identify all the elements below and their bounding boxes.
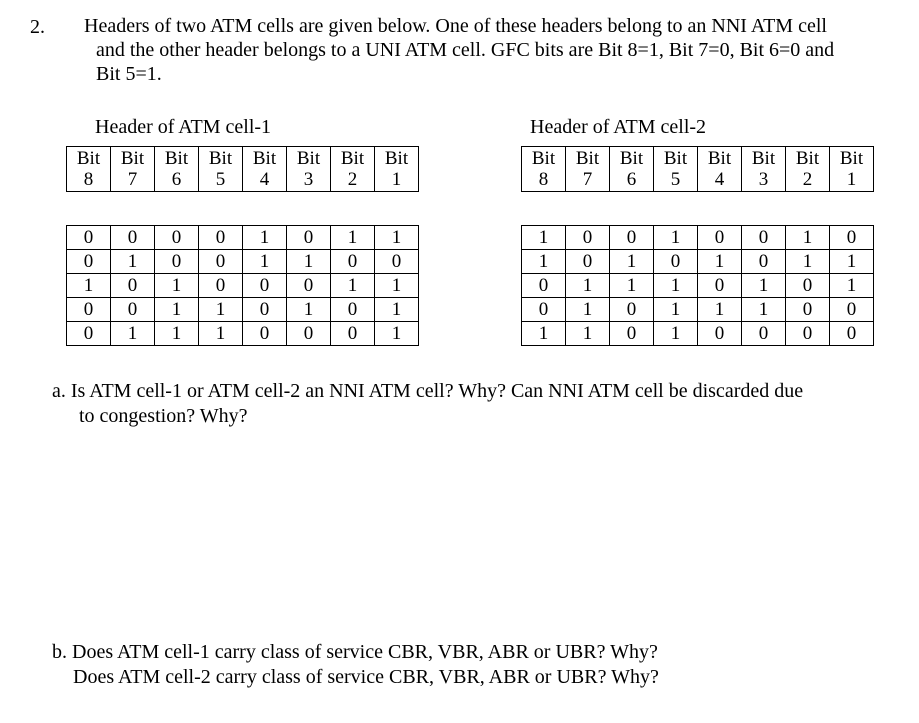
part-a-question bbox=[52, 379, 803, 429]
part-b-line: Does ATM cell-2 carry class of service CBR, VBR, ABR or UBR? Why? bbox=[73, 666, 659, 688]
bit-cell: 0 bbox=[522, 298, 566, 322]
bit-header-cell: Bit 6 bbox=[610, 147, 654, 192]
part-a-line: a. Is ATM cell-1 or ATM cell-2 an NNI ATM cell? Why? Can NNI ATM cell be discarded due bbox=[52, 380, 804, 402]
bit-cell: 0 bbox=[67, 226, 111, 250]
bit-header-cell: Bit 1 bbox=[375, 147, 419, 192]
question-intro bbox=[84, 14, 906, 86]
bit-header-cell: Bit 5 bbox=[654, 147, 698, 192]
bit-cell: 1 bbox=[375, 226, 419, 250]
intro-line: Bit 5=1. bbox=[96, 63, 162, 85]
cell1-bit-header-row bbox=[67, 147, 419, 192]
bit-header-cell: Bit 8 bbox=[67, 147, 111, 192]
bit-cell: 0 bbox=[786, 274, 830, 298]
bit-cell: 1 bbox=[654, 226, 698, 250]
bit-cell: 0 bbox=[830, 298, 874, 322]
cell2-header-bits-table bbox=[521, 225, 874, 346]
bit-cell: 1 bbox=[566, 274, 610, 298]
bit-cell: 0 bbox=[698, 226, 742, 250]
bit-header-cell: Bit 5 bbox=[199, 147, 243, 192]
bit-header-cell: Bit 7 bbox=[566, 147, 610, 192]
bit-cell: 1 bbox=[786, 250, 830, 274]
bit-row bbox=[67, 274, 419, 298]
bit-header-cell: Bit 6 bbox=[155, 147, 199, 192]
bit-cell: 1 bbox=[566, 298, 610, 322]
bit-cell: 0 bbox=[199, 274, 243, 298]
intro-line: and the other header belongs to a UNI ATM cell. GFC bits are Bit 8=1, Bit 7=0, Bit 6=0 and bbox=[96, 39, 835, 61]
bit-cell: 0 bbox=[67, 322, 111, 346]
bit-cell: 1 bbox=[698, 298, 742, 322]
bit-cell: 0 bbox=[331, 298, 375, 322]
bit-row bbox=[522, 322, 874, 346]
bit-row bbox=[67, 250, 419, 274]
bit-cell: 0 bbox=[155, 250, 199, 274]
bit-header-cell: Bit 4 bbox=[698, 147, 742, 192]
bit-row bbox=[522, 226, 874, 250]
bit-row bbox=[67, 322, 419, 346]
bit-cell: 0 bbox=[111, 226, 155, 250]
bit-cell: 0 bbox=[155, 226, 199, 250]
bit-cell: 0 bbox=[287, 322, 331, 346]
bit-cell: 0 bbox=[786, 322, 830, 346]
bit-cell: 0 bbox=[375, 250, 419, 274]
bit-header-cell: Bit 2 bbox=[786, 147, 830, 192]
bit-cell: 1 bbox=[331, 274, 375, 298]
bit-cell: 0 bbox=[243, 322, 287, 346]
bit-cell: 0 bbox=[243, 298, 287, 322]
bit-cell: 1 bbox=[287, 298, 331, 322]
bit-cell: 0 bbox=[67, 250, 111, 274]
bit-cell: 1 bbox=[199, 298, 243, 322]
bit-cell: 1 bbox=[111, 250, 155, 274]
bit-header-cell: Bit 2 bbox=[331, 147, 375, 192]
bit-cell: 1 bbox=[610, 250, 654, 274]
bit-cell: 1 bbox=[698, 250, 742, 274]
bit-cell: 1 bbox=[67, 274, 111, 298]
bit-cell: 1 bbox=[199, 322, 243, 346]
bit-cell: 0 bbox=[698, 274, 742, 298]
bit-cell: 0 bbox=[830, 226, 874, 250]
cell2-rows bbox=[522, 226, 874, 346]
bit-cell: 0 bbox=[67, 298, 111, 322]
bit-cell: 0 bbox=[654, 250, 698, 274]
bit-cell: 1 bbox=[375, 274, 419, 298]
bit-header-cell: Bit 8 bbox=[522, 147, 566, 192]
bit-cell: 0 bbox=[566, 226, 610, 250]
cell2-bit-header-table bbox=[521, 146, 874, 192]
part-b-question bbox=[52, 640, 659, 690]
bit-row bbox=[522, 250, 874, 274]
bit-cell: 1 bbox=[287, 250, 331, 274]
question-number: 2. bbox=[30, 16, 45, 38]
bit-cell: 1 bbox=[786, 226, 830, 250]
bit-cell: 1 bbox=[654, 322, 698, 346]
bit-header-cell: Bit 4 bbox=[243, 147, 287, 192]
bit-cell: 0 bbox=[287, 226, 331, 250]
bit-cell: 0 bbox=[522, 274, 566, 298]
bit-cell: 1 bbox=[830, 250, 874, 274]
bit-cell: 0 bbox=[331, 250, 375, 274]
bit-cell: 0 bbox=[243, 274, 287, 298]
bit-cell: 1 bbox=[155, 274, 199, 298]
intro-line: Headers of two ATM cells are given below. One of these headers belong to an NNI ATM cell bbox=[84, 15, 827, 37]
cell2-caption: Header of ATM cell-2 bbox=[530, 116, 707, 138]
bit-cell: 1 bbox=[331, 226, 375, 250]
bit-cell: 1 bbox=[243, 226, 287, 250]
cell1-bit-header-table bbox=[66, 146, 419, 192]
bit-cell: 1 bbox=[654, 274, 698, 298]
bit-cell: 0 bbox=[111, 298, 155, 322]
bit-cell: 1 bbox=[522, 250, 566, 274]
bit-cell: 0 bbox=[610, 298, 654, 322]
bit-row bbox=[522, 298, 874, 322]
bit-row bbox=[522, 274, 874, 298]
bit-cell: 0 bbox=[287, 274, 331, 298]
bit-cell: 1 bbox=[742, 298, 786, 322]
bit-header-cell: Bit 1 bbox=[830, 147, 874, 192]
bit-cell: 0 bbox=[830, 322, 874, 346]
bit-cell: 1 bbox=[566, 322, 610, 346]
bit-cell: 0 bbox=[786, 298, 830, 322]
bit-cell: 0 bbox=[199, 250, 243, 274]
bit-cell: 0 bbox=[742, 322, 786, 346]
cell1-rows bbox=[67, 226, 419, 346]
bit-cell: 0 bbox=[742, 226, 786, 250]
bit-cell: 0 bbox=[742, 250, 786, 274]
bit-cell: 0 bbox=[331, 322, 375, 346]
bit-cell: 1 bbox=[830, 274, 874, 298]
bit-cell: 0 bbox=[111, 274, 155, 298]
bit-header-cell: Bit 3 bbox=[287, 147, 331, 192]
bit-cell: 1 bbox=[111, 322, 155, 346]
bit-cell: 0 bbox=[698, 322, 742, 346]
bit-cell: 1 bbox=[742, 274, 786, 298]
bit-cell: 1 bbox=[522, 226, 566, 250]
bit-cell: 1 bbox=[243, 250, 287, 274]
bit-cell: 1 bbox=[654, 298, 698, 322]
bit-cell: 1 bbox=[375, 298, 419, 322]
bit-row bbox=[67, 298, 419, 322]
part-b-line: b. Does ATM cell-1 carry class of service CBR, VBR, ABR or UBR? Why? bbox=[52, 641, 658, 663]
bit-cell: 1 bbox=[375, 322, 419, 346]
bit-cell: 0 bbox=[199, 226, 243, 250]
cell2-bit-header-row bbox=[522, 147, 874, 192]
bit-header-cell: Bit 7 bbox=[111, 147, 155, 192]
bit-cell: 0 bbox=[610, 226, 654, 250]
bit-header-cell: Bit 3 bbox=[742, 147, 786, 192]
part-a-line: to congestion? Why? bbox=[79, 405, 248, 427]
cell1-header-bits-table bbox=[66, 225, 419, 346]
bit-cell: 1 bbox=[610, 274, 654, 298]
cell1-caption: Header of ATM cell-1 bbox=[95, 116, 272, 138]
bit-cell: 1 bbox=[522, 322, 566, 346]
bit-cell: 0 bbox=[566, 250, 610, 274]
bit-row bbox=[67, 226, 419, 250]
bit-cell: 1 bbox=[155, 322, 199, 346]
bit-cell: 0 bbox=[610, 322, 654, 346]
bit-cell: 1 bbox=[155, 298, 199, 322]
